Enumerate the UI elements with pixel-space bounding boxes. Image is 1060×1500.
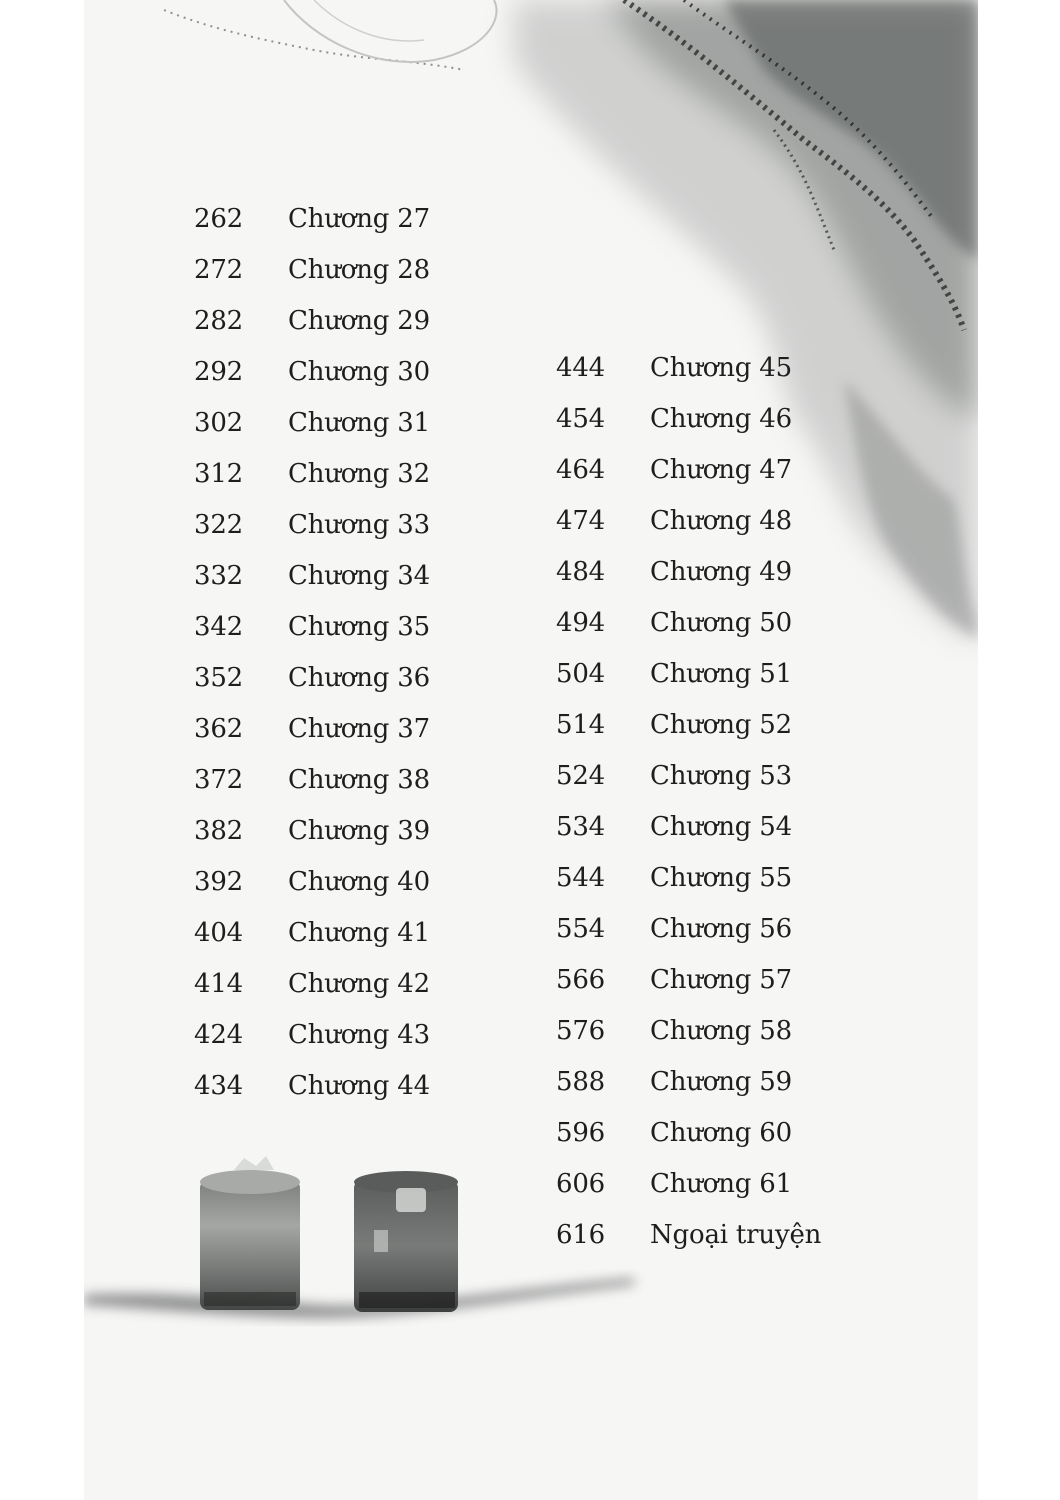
toc-chapter-title: Chương 43 xyxy=(288,1020,430,1050)
toc-page-number: 302 xyxy=(194,408,244,438)
tea-cup-right xyxy=(354,1171,458,1312)
toc-entry[interactable] xyxy=(194,755,430,806)
toc-entry[interactable] xyxy=(194,1061,430,1112)
toc-page-number: 352 xyxy=(194,663,244,693)
toc-page-number: 464 xyxy=(556,455,606,485)
toc-chapter-title: Chương 48 xyxy=(650,506,792,536)
toc-entry[interactable] xyxy=(556,649,821,700)
toc-entry[interactable] xyxy=(556,853,821,904)
toc-chapter-title: Chương 35 xyxy=(288,612,430,642)
toc-entry[interactable] xyxy=(556,547,821,598)
toc-page-number: 282 xyxy=(194,306,244,336)
toc-entry[interactable] xyxy=(556,904,821,955)
toc-page-number: 504 xyxy=(556,659,606,689)
toc-entry[interactable] xyxy=(556,598,821,649)
toc-page-number: 494 xyxy=(556,608,606,638)
toc-chapter-title: Chương 47 xyxy=(650,455,792,485)
toc-right-column xyxy=(556,343,821,1261)
toc-page-number: 454 xyxy=(556,404,606,434)
toc-page-number: 484 xyxy=(556,557,606,587)
toc-page-number: 322 xyxy=(194,510,244,540)
toc-chapter-title: Chương 31 xyxy=(288,408,430,438)
toc-page-number: 382 xyxy=(194,816,244,846)
toc-entry[interactable] xyxy=(556,1210,821,1261)
toc-page-number: 404 xyxy=(194,918,244,948)
toc-page-number: 424 xyxy=(194,1020,244,1050)
toc-page-number: 474 xyxy=(556,506,606,536)
toc-chapter-title: Chương 41 xyxy=(288,918,430,948)
toc-page-number: 576 xyxy=(556,1016,606,1046)
toc-entry[interactable] xyxy=(556,1108,821,1159)
toc-entry[interactable] xyxy=(194,704,430,755)
toc-left-column xyxy=(194,194,430,1112)
toc-chapter-title: Chương 45 xyxy=(650,353,792,383)
toc-entry[interactable] xyxy=(556,1006,821,1057)
toc-chapter-title: Chương 34 xyxy=(288,561,430,591)
toc-page-number: 444 xyxy=(556,353,606,383)
toc-entry[interactable] xyxy=(556,751,821,802)
toc-entry[interactable] xyxy=(556,343,821,394)
toc-chapter-title: Chương 40 xyxy=(288,867,430,897)
toc-entry[interactable] xyxy=(194,1010,430,1061)
toc-chapter-title: Chương 30 xyxy=(288,357,430,387)
toc-entry[interactable] xyxy=(194,194,430,245)
toc-chapter-title: Chương 52 xyxy=(650,710,792,740)
toc-entry[interactable] xyxy=(194,347,430,398)
toc-chapter-title: Chương 60 xyxy=(650,1118,792,1148)
toc-chapter-title: Chương 29 xyxy=(288,306,430,336)
toc-entry[interactable] xyxy=(556,700,821,751)
toc-chapter-title: Chương 42 xyxy=(288,969,430,999)
toc-entry[interactable] xyxy=(556,1159,821,1210)
toc-page-number: 414 xyxy=(194,969,244,999)
book-page xyxy=(84,0,978,1500)
toc-chapter-title: Chương 53 xyxy=(650,761,792,791)
toc-chapter-title: Chương 38 xyxy=(288,765,430,795)
toc-entry[interactable] xyxy=(556,1057,821,1108)
toc-page-number: 606 xyxy=(556,1169,606,1199)
tea-cup-left xyxy=(200,1156,300,1310)
toc-page-number: 392 xyxy=(194,867,244,897)
toc-page-number: 554 xyxy=(556,914,606,944)
toc-page-number: 514 xyxy=(556,710,606,740)
toc-entry[interactable] xyxy=(556,445,821,496)
toc-page-number: 588 xyxy=(556,1067,606,1097)
toc-chapter-title: Chương 36 xyxy=(288,663,430,693)
toc-entry[interactable] xyxy=(194,398,430,449)
toc-page-number: 434 xyxy=(194,1071,244,1101)
toc-entry[interactable] xyxy=(194,806,430,857)
toc-page-number: 292 xyxy=(194,357,244,387)
toc-entry[interactable] xyxy=(194,500,430,551)
toc-page-number: 534 xyxy=(556,812,606,842)
toc-entry[interactable] xyxy=(194,908,430,959)
toc-chapter-title: Chương 37 xyxy=(288,714,430,744)
toc-entry[interactable] xyxy=(194,296,430,347)
toc-page-number: 312 xyxy=(194,459,244,489)
toc-page-number: 332 xyxy=(194,561,244,591)
toc-chapter-title: Chương 58 xyxy=(650,1016,792,1046)
toc-chapter-title: Chương 61 xyxy=(650,1169,792,1199)
toc-entry[interactable] xyxy=(194,857,430,908)
toc-chapter-title: Chương 56 xyxy=(650,914,792,944)
toc-entry[interactable] xyxy=(194,653,430,704)
faint-sketch-top-left xyxy=(164,0,497,70)
toc-entry[interactable] xyxy=(194,245,430,296)
toc-page-number: 616 xyxy=(556,1220,606,1250)
toc-chapter-title: Chương 51 xyxy=(650,659,792,689)
toc-chapter-title: Chương 39 xyxy=(288,816,430,846)
toc-page-number: 596 xyxy=(556,1118,606,1148)
toc-chapter-title: Chương 27 xyxy=(288,204,430,234)
toc-entry[interactable] xyxy=(194,959,430,1010)
toc-entry[interactable] xyxy=(556,955,821,1006)
toc-chapter-title: Chương 59 xyxy=(650,1067,792,1097)
toc-entry[interactable] xyxy=(556,394,821,445)
toc-chapter-title: Chương 57 xyxy=(650,965,792,995)
toc-entry[interactable] xyxy=(194,449,430,500)
toc-page-number: 362 xyxy=(194,714,244,744)
toc-page-number: 262 xyxy=(194,204,244,234)
toc-chapter-title: Chương 32 xyxy=(288,459,430,489)
toc-page-number: 342 xyxy=(194,612,244,642)
toc-entry[interactable] xyxy=(194,602,430,653)
toc-chapter-title: Chương 54 xyxy=(650,812,792,842)
toc-chapter-title: Chương 49 xyxy=(650,557,792,587)
toc-page-number: 524 xyxy=(556,761,606,791)
toc-chapter-title: Chương 28 xyxy=(288,255,430,285)
toc-chapter-title: Chương 44 xyxy=(288,1071,430,1101)
toc-page-number: 272 xyxy=(194,255,244,285)
toc-chapter-title: Chương 50 xyxy=(650,608,792,638)
toc-page-number: 566 xyxy=(556,965,606,995)
toc-chapter-title: Chương 46 xyxy=(650,404,792,434)
toc-chapter-title: Ngoại truyện xyxy=(650,1220,822,1250)
toc-entry[interactable] xyxy=(556,496,821,547)
toc-entry[interactable] xyxy=(194,551,430,602)
toc-chapter-title: Chương 33 xyxy=(288,510,430,540)
toc-entry[interactable] xyxy=(556,802,821,853)
toc-page-number: 544 xyxy=(556,863,606,893)
toc-chapter-title: Chương 55 xyxy=(650,863,792,893)
toc-page-number: 372 xyxy=(194,765,244,795)
